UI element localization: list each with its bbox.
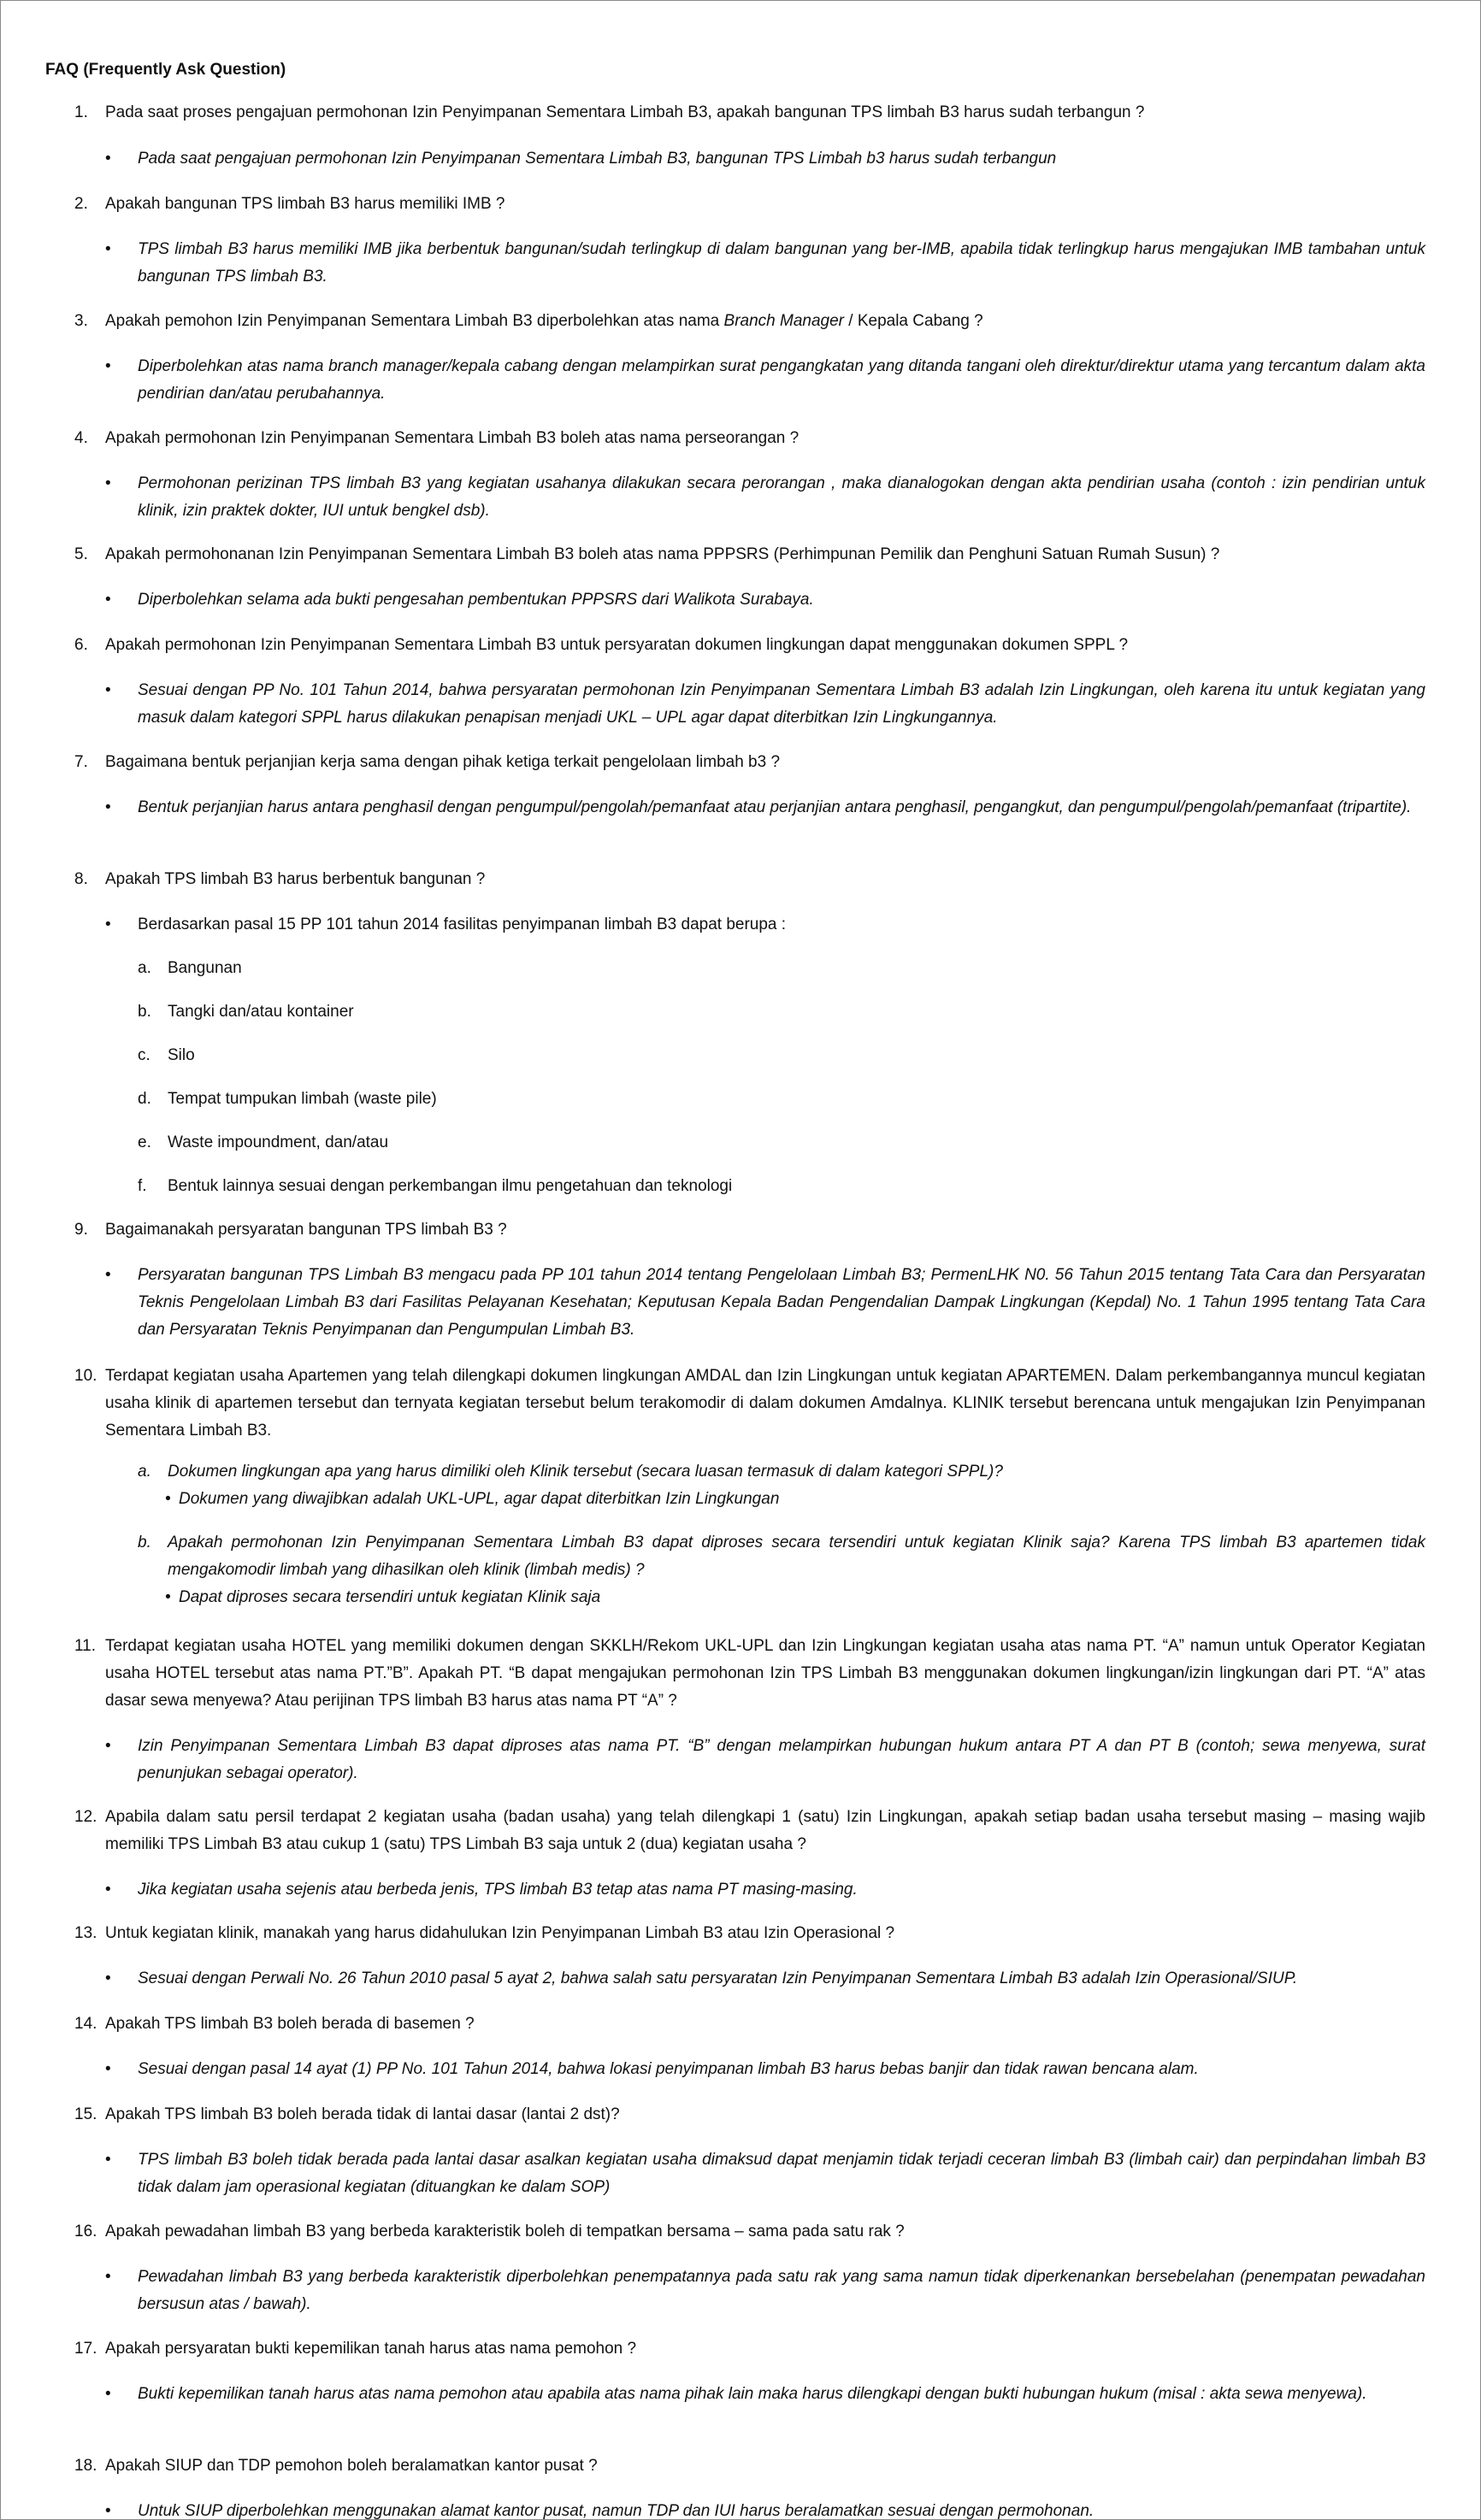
question-text: Apakah pewadahan limbah B3 yang berbeda karakteristik boleh di tempatkan bersama – sama pada satu rak ? (105, 2223, 905, 2240)
question (74, 1633, 1425, 1715)
answer-text: Permohonan perizinan TPS limbah B3 yang kegiatan usahanya dilakukan secara perorangan , maka dianalogokan dengan akta pendirian usaha (contoh : izin pendirian untuk klinik, izin praktek dokter, IUI untuk bengkel dsb). (138, 474, 1425, 520)
question-text: Untuk kegiatan klinik, manakah yang harus didahulukan Izin Penyimpanan Limbah B3 atau Izin Operasional ? (105, 1924, 895, 1942)
answer-text: Sesuai dengan pasal 14 ayat (1) PP No. 101 Tahun 2014, bahwa lokasi penyimpanan limbah B3 harus bebas banjir dan tidak rawan bencana alam. (138, 2060, 1199, 2078)
question-text: Bagaimanakah persyaratan bangunan TPS limbah B3 ? (105, 1221, 507, 1239)
question-text: Apakah SIUP dan TDP pemohon boleh beralamatkan kantor pusat ? (105, 2457, 598, 2475)
question-text: Pada saat proses pengajuan permohonan Izin Penyimpanan Sementara Limbah B3, apakah bangunan TPS limbah B3 harus sudah terbangun ? (105, 103, 1145, 121)
question-text: Apakah permohonan Izin Penyimpanan Sementara Limbah B3 untuk persyaratan dokumen lingkungan dapat menggunakan dokumen SPPL ? (105, 636, 1129, 654)
answer-text: Pewadahan limbah B3 yang berbeda karakteristik diperbolehkan penempatannya pada satu rak yang sama namun tidak diperkenankan bersebelahan (penempatan pewadahan bersusun atas / bawah). (138, 2268, 1425, 2313)
bullet-icon: • (105, 591, 111, 609)
question-text: Terdapat kegiatan usaha HOTEL yang memiliki dokumen dengan SKKLH/Rekom UKL-UPL dan Izin Lingkungan kegiatan usaha atas nama PT. “A” namun untuk Operator Kegiatan usaha HOTEL tersebut atas nama PT.”B”. Apakah PT. “B dapat mengajukan permohonan Izin TPS Limbah B3 menggunakan dokumen lingkungan/izin lingkungan dari PT. “A” atas dasar sewa menyewa? Atau perijinan TPS limbah B3 harus atas nama PT “A” ? (105, 1637, 1425, 1710)
sub-answer: • Dokumen yang diwajibkan adalah UKL-UPL, agar dapat diterbitkan Izin Lingkungan (165, 1486, 1425, 1513)
answer (105, 2056, 1425, 2083)
bullet-icon: • (165, 1490, 171, 1508)
bullet-icon: • (105, 240, 111, 258)
question (74, 1804, 1425, 1858)
question-number: 3. (74, 312, 88, 330)
answer (105, 794, 1425, 821)
question-text: Bagaimana bentuk perjanjian kerja sama dengan pihak ketiga terkait pengelolaan limbah b3 ? (105, 753, 781, 771)
question (74, 866, 1425, 893)
answer-text: Bukti kepemilikan tanah harus atas nama pemohon atau apabila atas nama pihak lain maka harus dilengkapi dengan bukti hubungan hukum (misal : akta sewa menyewa). (138, 2385, 1367, 2403)
answer (105, 2264, 1425, 2318)
answer (105, 353, 1425, 408)
question-number: 12. (74, 1808, 97, 1826)
answer (105, 2381, 1425, 2408)
question (74, 1920, 1425, 1947)
question-text: Apakah TPS limbah B3 boleh berada tidak di lantai dasar (lantai 2 dst)? (105, 2105, 620, 2123)
branch-manager-term: Branch Manager (723, 312, 844, 330)
answer-text: Izin Penyimpanan Sementara Limbah B3 dapat diproses atas nama PT. “B” dengan melampirkan hubungan hukum antara PT A dan PT B (contoh; sewa menyewa, surat penunjukan sebagai operator). (138, 1737, 1425, 1782)
question-number: 16. (74, 2223, 97, 2240)
bullet-icon: • (105, 474, 111, 492)
bullet-icon: • (105, 2268, 111, 2286)
question (74, 425, 1425, 452)
question-text: Apakah permohonanan Izin Penyimpanan Sementara Limbah B3 boleh atas nama PPPSRS (Perhimpunan Pemilik dan Penghuni Satuan Rumah Susun) ? (105, 545, 1220, 563)
bullet-icon: • (105, 2385, 111, 2403)
sub-question: b. Apakah permohonan Izin Penyimpanan Sementara Limbah B3 dapat diproses secara tersendiri untuk kegiatan Klinik saja? Karena TPS limbah B3 apartemen tidak mengakomodir limbah yang dihasilkan oleh klinik (limbah medis) ? (138, 1534, 1425, 1579)
list-item: c. Silo (138, 1046, 195, 1064)
bullet-icon: • (105, 1266, 111, 1284)
answer (105, 1733, 1425, 1787)
answer-text: Diperbolehkan atas nama branch manager/kepala cabang dengan melampirkan surat pengangkatan yang ditanda tangani oleh direktur/direktur utama yang tercantum dalam akta pendirian dan/atau perubahannya. (138, 357, 1425, 403)
answer-text: Pada saat pengajuan permohonan Izin Penyimpanan Sementara Limbah B3, bangunan TPS Limbah b3 harus sudah terbangun (138, 150, 1057, 168)
question-number: 4. (74, 429, 88, 447)
answer-text: TPS limbah B3 boleh tidak berada pada lantai dasar asalkan kegiatan usaha dimaksud dapat menjamin tidak terjadi ceceran limbah B3 (limbah cair) dan perpindahan limbah B3 tidak dalam jam operasional kegiatan (dituangkan ke dalam SOP) (138, 2151, 1425, 2196)
answer (105, 236, 1425, 291)
sub-question: a. Dokumen lingkungan apa yang harus dimiliki oleh Klinik tersebut (secara luasan termasuk di dalam kategori SPPL)? (138, 1463, 1003, 1481)
question-text: Terdapat kegiatan usaha Apartemen yang telah dilengkapi dokumen lingkungan AMDAL dan Izin Lingkungan untuk kegiatan APARTEMEN. Dalam perkembangannya muncul kegiatan usaha klinik di apartemen tersebut dan ternyata kegiatan tersebut belum terakomodir di dalam dokumen Amdalnya. KLINIK tersebut berencana untuk mengajukan Izin Penyimpanan Sementara Limbah B3. (105, 1367, 1425, 1440)
bullet-icon: • (105, 2151, 111, 2169)
bullet-icon: • (105, 150, 111, 168)
question-text: Apakah TPS limbah B3 boleh berada di basemen ? (105, 2015, 475, 2033)
answer (105, 2146, 1425, 2201)
bullet-icon: • (105, 2060, 111, 2078)
answer-text: Sesuai dengan Perwali No. 26 Tahun 2010 pasal 5 ayat 2, bahwa salah satu persyaratan Izin Penyimpanan Sementara Limbah B3 adalah Izin Operasional/SIUP. (138, 1969, 1298, 1987)
question-number: 6. (74, 636, 88, 654)
list-item: d. Tempat tumpukan limbah (waste pile) (138, 1090, 437, 1108)
question-text: Apakah TPS limbah B3 harus berbentuk bangunan ? (105, 870, 486, 888)
answer-text: Bentuk perjanjian harus antara penghasil dengan pengumpul/pengolah/pemanfaat atau perjanjian antara penghasil, pengangkut, dan pengumpul/pengolah/pemanfaat (tripartite). (138, 798, 1412, 816)
question (74, 749, 1425, 776)
answer (105, 1876, 1425, 1904)
question-number: 5. (74, 545, 88, 563)
question-text: Apakah persyaratan bukti kepemilikan tanah harus atas nama pemohon ? (105, 2340, 637, 2358)
question (74, 2452, 1425, 2480)
bullet-icon: • (105, 798, 111, 816)
bullet-icon: • (105, 1969, 111, 1987)
question-number: 11. (74, 1637, 97, 1655)
answer (105, 2498, 1425, 2520)
question (74, 308, 1425, 335)
question-number: 8. (74, 870, 88, 888)
question-number: 9. (74, 1221, 88, 1239)
question (74, 2011, 1425, 2038)
question-number: 18. (74, 2457, 97, 2475)
bullet-icon: • (105, 681, 111, 699)
answer (105, 911, 1425, 939)
answer-text: Untuk SIUP diperbolehkan menggunakan alamat kantor pusat, namun TDP dan IUI harus beralamatkan sesuai dengan permohonan. (138, 2502, 1095, 2520)
question-text: Apabila dalam satu persil terdapat 2 kegiatan usaha (badan usaha) yang telah dilengkapi 1 (satu) Izin Lingkungan, apakah setiap badan usaha tersebut masing – masing wajib memiliki TPS Limbah B3 atau cukup 1 (satu) TPS Limbah B3 saja untuk 2 (dua) kegiatan usaha ? (105, 1808, 1425, 1853)
question (74, 1216, 1425, 1244)
answer (105, 1262, 1425, 1344)
question-text: Apakah pemohon Izin Penyimpanan Sementara Limbah B3 diperbolehkan atas nama Branch Manager / Kepala Cabang ? (105, 312, 983, 330)
bullet-icon: • (105, 357, 111, 375)
question (74, 191, 1425, 218)
question (74, 1363, 1425, 1445)
answer-text: Diperbolehkan selama ada bukti pengesahan pembentukan PPPSRS dari Walikota Surabaya. (138, 591, 814, 609)
list-item: a. Bangunan (138, 959, 242, 977)
question-number: 10. (74, 1367, 97, 1385)
sub-answer: • Dapat diproses secara tersendiri untuk kegiatan Klinik saja (165, 1584, 1425, 1611)
bullet-icon: • (105, 2502, 111, 2520)
answer (105, 470, 1425, 525)
question-number: 15. (74, 2105, 97, 2123)
answer (105, 586, 1425, 614)
answer (105, 145, 1425, 173)
question-text: Apakah permohonan Izin Penyimpanan Sementara Limbah B3 boleh atas nama perseorangan ? (105, 429, 800, 447)
question (74, 99, 1425, 127)
answer (105, 677, 1425, 732)
list-item: e. Waste impoundment, dan/atau (138, 1133, 389, 1151)
answer-text: Jika kegiatan usaha sejenis atau berbeda jenis, TPS limbah B3 tetap atas nama PT masing-masing. (138, 1881, 858, 1899)
answer-text: Persyaratan bangunan TPS Limbah B3 mengacu pada PP 101 tahun 2014 tentang Pengelolaan Limbah B3; PermenLHK N0. 56 Tahun 2015 tentang Tata Cara dan Persyaratan Teknis Pengelolaan Limbah B3 dari Fasilitas Pelayanan Kesehatan; Keputusan Kepala Badan Pengendalian Dampak Lingkungan (Kepdal) No. 1 Tahun 1995 tentang Tata Cara dan Persyaratan Teknis Penyimpanan dan Pengumpulan Limbah B3. (138, 1266, 1425, 1339)
question-text: Apakah bangunan TPS limbah B3 harus memiliki IMB ? (105, 195, 505, 213)
question (74, 541, 1425, 568)
answer-text: Berdasarkan pasal 15 PP 101 tahun 2014 fasilitas penyimpanan limbah B3 dapat berupa : (138, 916, 787, 933)
bullet-icon: • (105, 916, 111, 933)
question-number: 1. (74, 103, 88, 121)
answer-text: TPS limbah B3 harus memiliki IMB jika berbentuk bangunan/sudah terlingkup di dalam bangunan yang ber-IMB, apabila tidak terlingkup harus mengajukan IMB tambahan untuk bangunan TPS limbah B3. (138, 240, 1425, 286)
question (74, 2101, 1425, 2128)
question-number: 17. (74, 2340, 97, 2358)
bullet-icon: • (105, 1881, 111, 1899)
question-number: 13. (74, 1924, 97, 1942)
question (74, 2335, 1425, 2363)
question-number: 14. (74, 2015, 97, 2033)
bullet-icon: • (165, 1588, 171, 1606)
question (74, 2218, 1425, 2246)
list-item: f. Bentuk lainnya sesuai dengan perkembangan ilmu pengetahuan dan teknologi (138, 1177, 733, 1195)
page-title: FAQ (Frequently Ask Question) (45, 61, 286, 79)
bullet-icon: • (105, 1737, 111, 1755)
answer-text: Sesuai dengan PP No. 101 Tahun 2014, bahwa persyaratan permohonan Izin Penyimpanan Sementara Limbah B3 adalah Izin Lingkungan, oleh karena itu untuk kegiatan yang masuk dalam kategori SPPL harus dilakukan penapisan menjadi UKL – UPL agar dapat diterbitkan Izin Lingkungannya. (138, 681, 1425, 727)
question (74, 632, 1425, 659)
question-number: 2. (74, 195, 88, 213)
question-number: 7. (74, 753, 88, 771)
answer (105, 1965, 1425, 1993)
list-item: b. Tangki dan/atau kontainer (138, 1003, 354, 1021)
